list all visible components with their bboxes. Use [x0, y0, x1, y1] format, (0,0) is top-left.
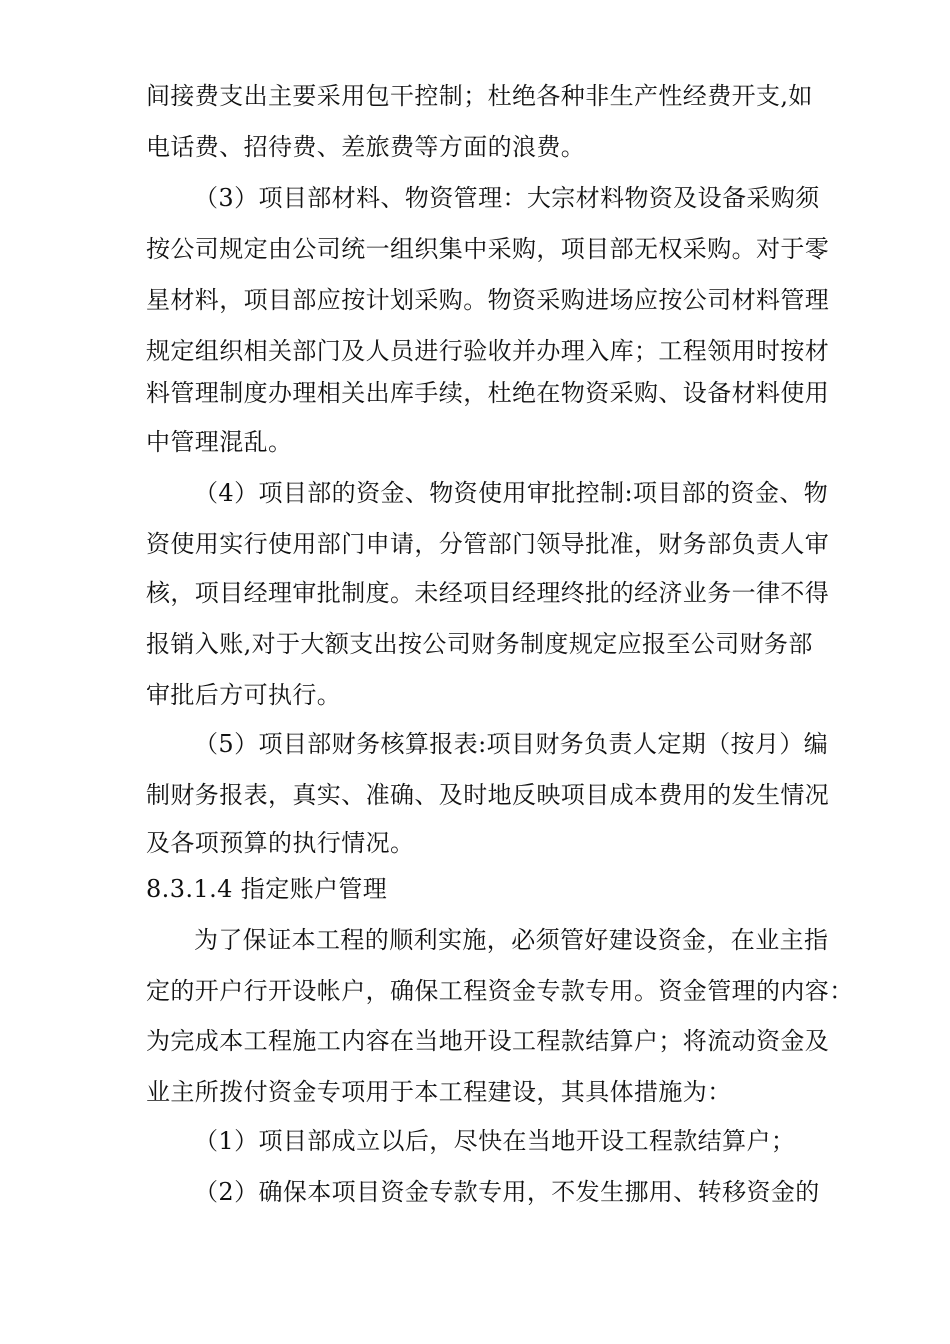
- text-line: 及各项预算的执行情况。: [146, 829, 415, 857]
- list-item: （1）项目部成立以后，尽快在当地开设工程款结算户；: [194, 1127, 796, 1155]
- text-line: 电话费、招待费、差旅费等方面的浪费。: [146, 133, 586, 161]
- text-line: （3）项目部材料、物资管理：大宗材料物资及设备采购须: [194, 184, 820, 212]
- text-line: 报销入账,对于大额支出按公司财务制度规定应报至公司财务部: [146, 630, 813, 658]
- text-line: 规定组织相关部门及人员进行验收并办理入库；工程领用时按材: [146, 337, 830, 365]
- text-line: 核，项目经理审批制度。未经项目经理终批的经济业务一律不得: [146, 579, 830, 607]
- section-heading: 8.3.1.4 指定账户管理: [146, 875, 388, 903]
- text-line: 按公司规定由公司统一组织集中采购，项目部无权采购。对于零: [146, 235, 830, 263]
- text-line: 料管理制度办理相关出库手续，杜绝在物资采购、设备材料使用: [146, 379, 830, 407]
- text-line: 定的开户行开设帐户，确保工程资金专款专用。资金管理的内容：: [146, 977, 854, 1005]
- text-line: 中管理混乱。: [146, 428, 293, 456]
- text-line: 资使用实行使用部门申请，分管部门领导批准，财务部负责人审: [146, 530, 830, 558]
- text-line: 为了保证本工程的顺利实施，必须管好建设资金，在业主指: [194, 926, 829, 954]
- text-line: 业主所拨付资金专项用于本工程建设，其具体措施为：: [146, 1078, 732, 1106]
- text-line: （4）项目部的资金、物资使用审批控制:项目部的资金、物: [194, 479, 829, 507]
- text-line: 间接费支出主要采用包干控制；杜绝各种非生产性经费开支,如: [146, 82, 813, 110]
- text-line: 审批后方可执行。: [146, 681, 342, 709]
- text-line: （5）项目部财务核算报表:项目财务负责人定期（按月）编: [194, 730, 829, 758]
- text-line: 为完成本工程施工内容在当地开设工程款结算户；将流动资金及: [146, 1027, 830, 1055]
- list-item: （2）确保本项目资金专款专用，不发生挪用、转移资金的: [194, 1178, 820, 1206]
- text-line: 星材料，项目部应按计划采购。物资采购进场应按公司材料管理: [146, 286, 830, 314]
- text-line: 制财务报表，真实、准确、及时地反映项目成本费用的发生情况: [146, 781, 830, 809]
